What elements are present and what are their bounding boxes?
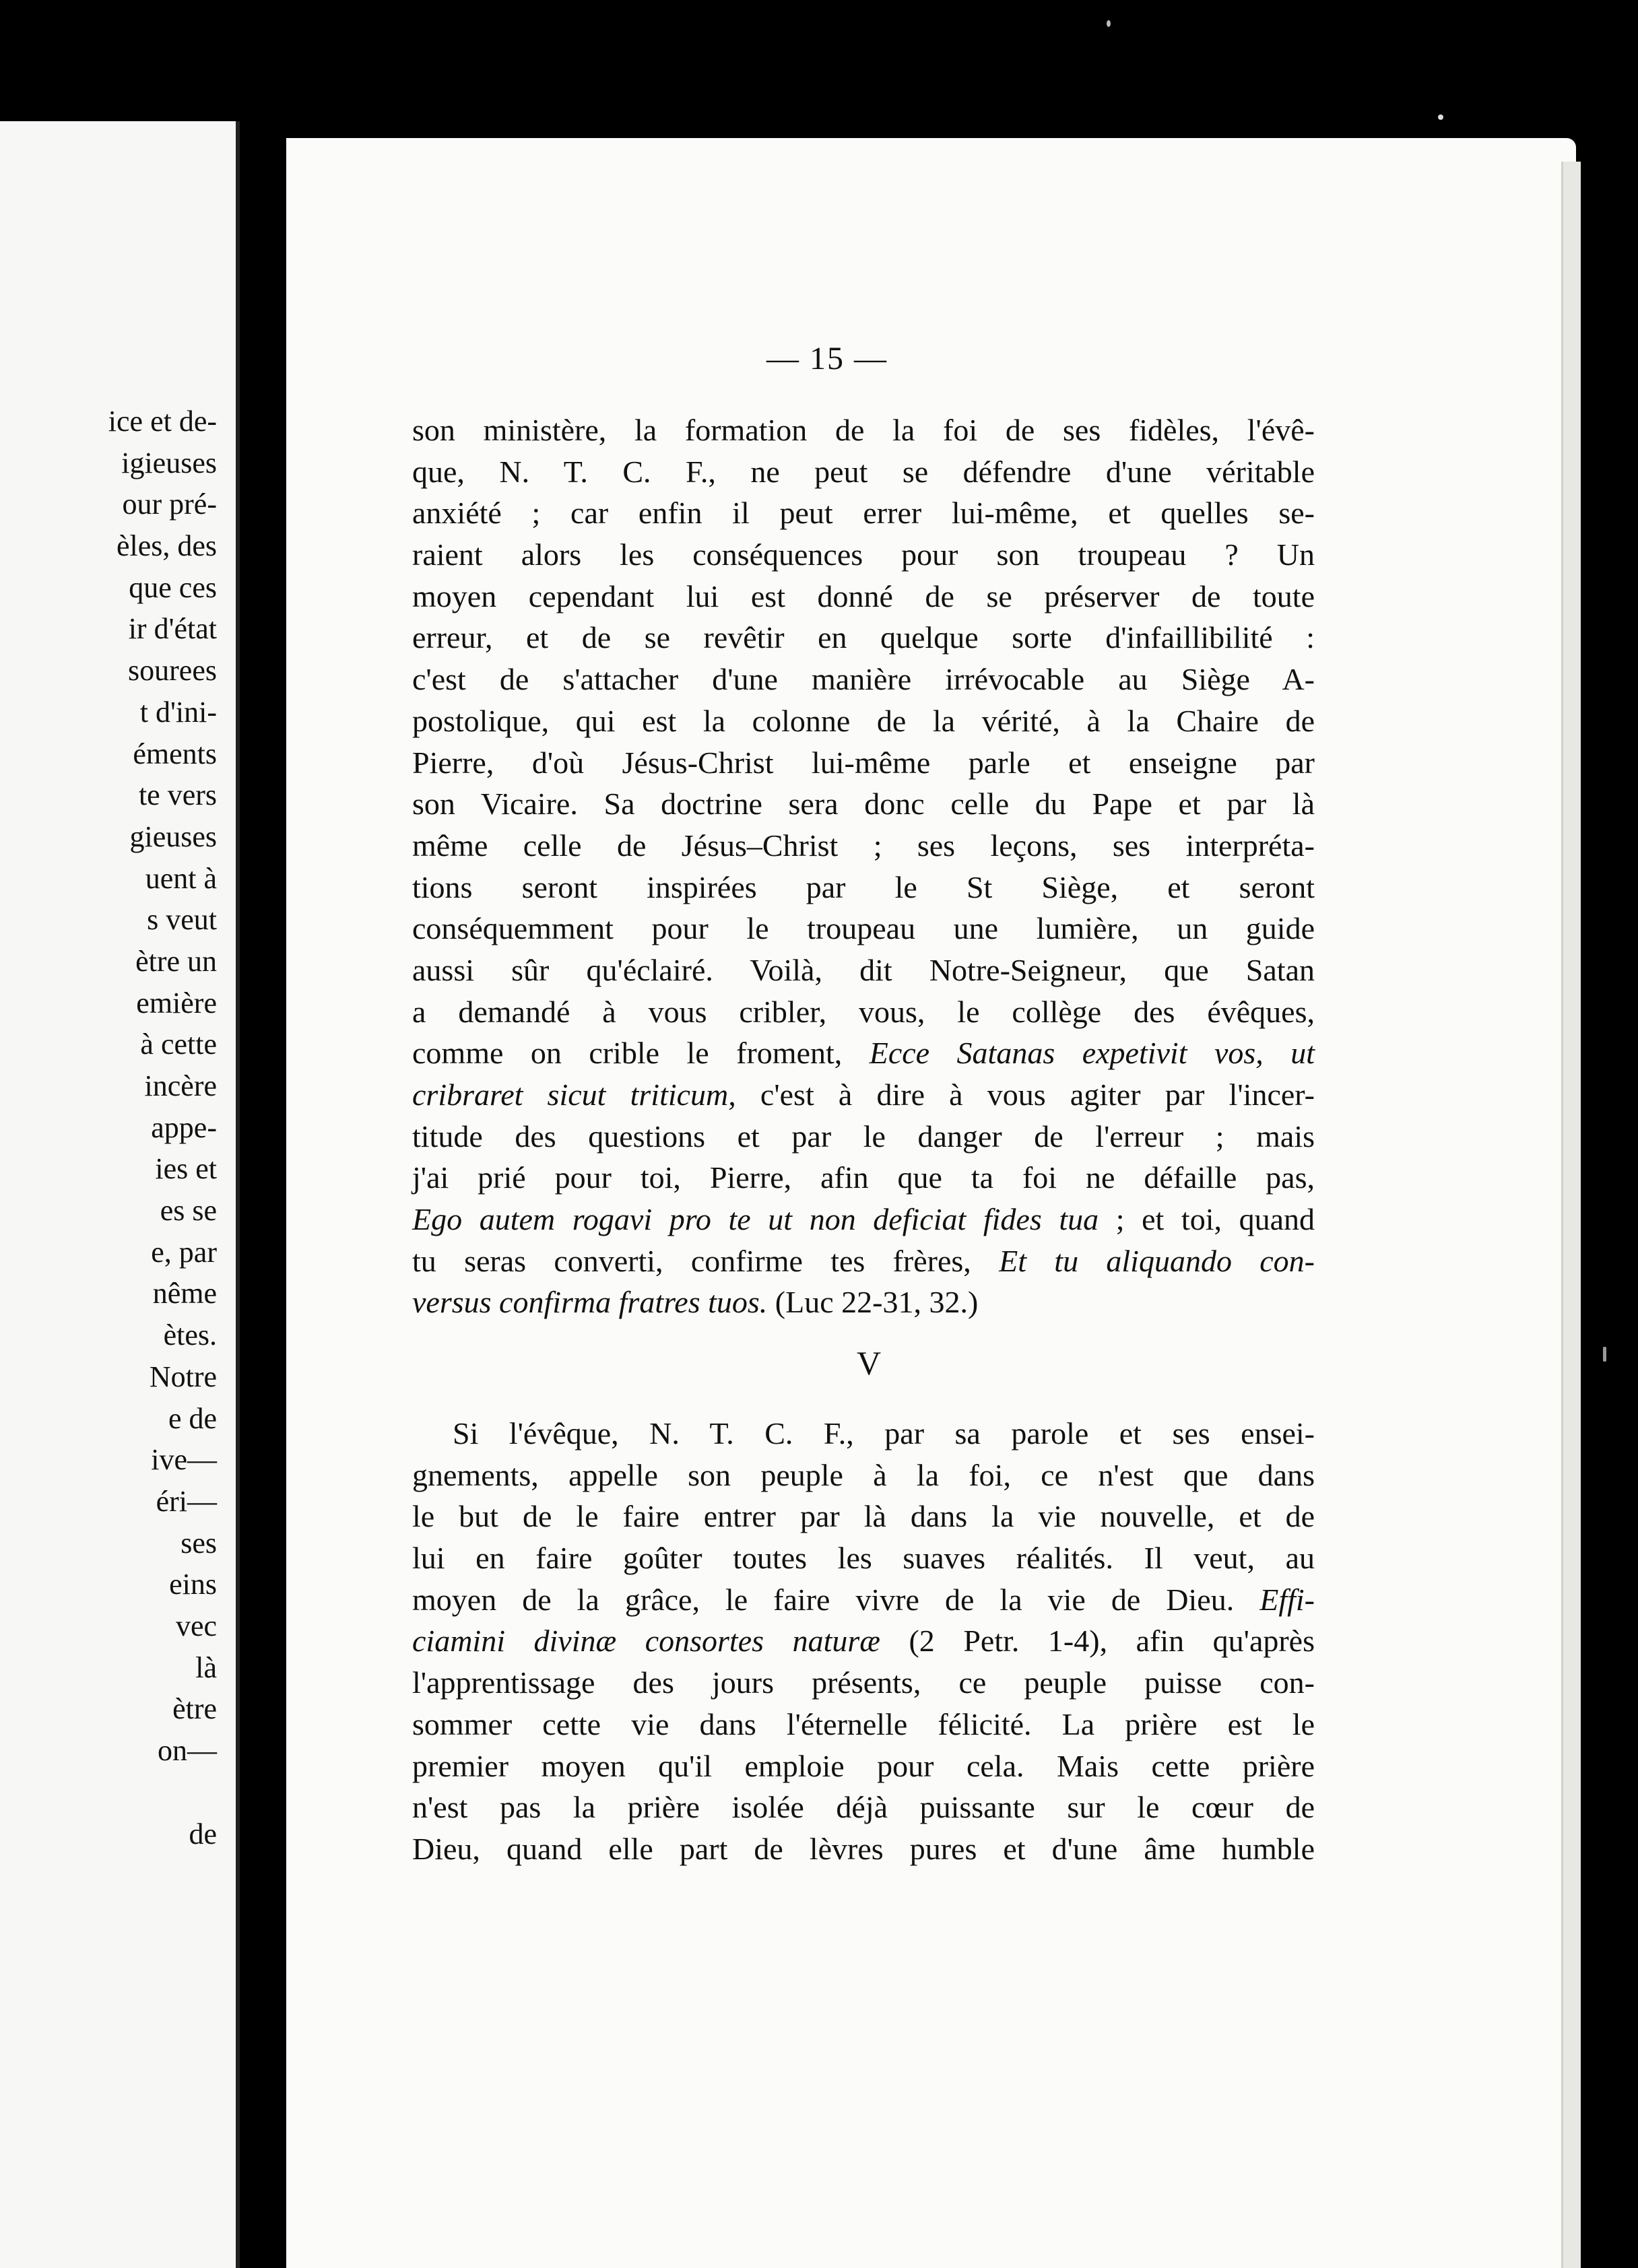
text-segment: moyen de la grâce, le faire vivre de la vie de Dieu. <box>412 1582 1260 1617</box>
text-line <box>412 492 1315 534</box>
latin-quote: ciamini divinæ consortes naturæ <box>412 1624 880 1659</box>
text-line <box>412 1662 1315 1704</box>
text-segment: tu seras converti, confirme tes frères, <box>412 1243 1000 1278</box>
text-segment: même celle de Jésus–Christ ; ses leçons, ses interpréta- <box>412 828 1315 863</box>
text-segment: j'ai prié pour toi, Pierre, afin que ta foi ne défaille pas, <box>412 1160 1315 1195</box>
left-page-line: de <box>189 1817 217 1850</box>
text-line <box>412 1074 1315 1116</box>
text-line <box>412 742 1315 784</box>
latin-quote: Effi- <box>1259 1582 1315 1617</box>
left-page-line: nême <box>152 1277 217 1310</box>
text-line <box>412 783 1315 825</box>
text-line <box>412 700 1315 742</box>
section-heading: V <box>856 1344 882 1382</box>
text-line <box>412 1116 1315 1158</box>
text-segment: moyen cependant lui est donné de se préserver de toute <box>412 578 1315 613</box>
text-line <box>412 451 1315 493</box>
left-page-line: ètre un <box>135 944 217 978</box>
text-line <box>412 617 1315 659</box>
latin-quote: Ego autem rogavi pro te ut non deficiat fides tua <box>412 1202 1099 1237</box>
left-page-line: que ces <box>129 570 217 604</box>
text-segment: titude des questions et par le danger de l'erreur ; mais <box>412 1119 1315 1154</box>
left-page-line: uent à <box>145 861 217 895</box>
page-edge <box>1561 162 1581 2268</box>
text-line <box>412 867 1315 908</box>
text-segment: anxiété ; car enfin il peut errer lui-même, et quelles se- <box>412 496 1315 531</box>
left-page-line: éments <box>133 737 217 770</box>
text-segment: le but de le faire entrer par là dans la vie nouvelle, et de <box>412 1499 1315 1534</box>
text-line <box>412 1787 1315 1828</box>
left-page-line: èles, des <box>116 529 217 563</box>
text-line <box>412 1199 1315 1240</box>
text-segment: n'est pas la prière isolée déjà puissante sur le cœur de <box>412 1790 1315 1825</box>
text-line <box>412 409 1315 451</box>
left-page-line: gieuses <box>129 820 217 853</box>
text-segment: Si l'évêque, N. T. C. F., par sa parole et ses ensei- <box>453 1416 1315 1450</box>
text-line <box>412 1240 1315 1282</box>
text-segment: lui en faire goûter toutes les suaves réalités. Il veut, au <box>412 1541 1315 1576</box>
speck <box>1438 114 1443 120</box>
left-page-text <box>0 401 229 1855</box>
left-page <box>0 121 240 2268</box>
text-line <box>412 1579 1315 1621</box>
left-page-line: t d'ini- <box>139 695 217 729</box>
text-segment: a demandé à vous cribler, vous, le collège des évêques, <box>412 994 1315 1029</box>
text-segment: c'est de s'attacher d'une manière irrévocable au Siège A- <box>412 662 1315 697</box>
left-page-line: te vers <box>138 778 217 812</box>
text-segment: son Vicaire. Sa doctrine sera donc celle du Pape et par là <box>412 787 1315 822</box>
text-line <box>412 1413 1315 1455</box>
text-line <box>412 1537 1315 1579</box>
left-page-line: à cette <box>140 1028 217 1061</box>
text-segment: ; et toi, quand <box>1099 1202 1315 1237</box>
text-line <box>412 908 1315 949</box>
left-page-line: e, par <box>151 1235 217 1269</box>
left-page-line: e de <box>168 1401 217 1435</box>
latin-quote: Et tu aliquando con- <box>999 1243 1315 1278</box>
left-page-line: ice et de- <box>108 405 217 438</box>
left-page-line: incère <box>144 1069 217 1102</box>
text-segment: premier moyen qu'il emploie pour cela. Mais cette prière <box>412 1748 1315 1783</box>
text-segment: tions seront inspirées par le St Siège, et seront <box>412 869 1315 904</box>
text-line <box>412 991 1315 1033</box>
text-segment: sommer cette vie dans l'éternelle félicité. La prière est le <box>412 1706 1315 1741</box>
left-page-line: our pré- <box>122 488 217 521</box>
text-line <box>412 1032 1315 1074</box>
paragraph-1 <box>412 409 1315 1323</box>
left-page-line: es se <box>160 1194 217 1228</box>
left-page-line: là <box>195 1650 217 1684</box>
text-line <box>412 576 1315 618</box>
left-page-line: eins <box>169 1568 217 1601</box>
text-segment: (2 Petr. 1-4), afin qu'après <box>880 1624 1315 1659</box>
text-line <box>412 1828 1315 1870</box>
text-segment: raient alors les conséquences pour son troupeau ? Un <box>412 537 1315 572</box>
text-line <box>412 825 1315 867</box>
text-line <box>412 1620 1315 1662</box>
latin-quote: versus confirma fratres tuos. <box>412 1285 768 1320</box>
left-page-line: ir d'état <box>128 612 217 646</box>
speck <box>1603 1347 1606 1362</box>
left-page-line: igieuses <box>121 446 217 479</box>
page-number: — 15 — <box>766 341 888 376</box>
text-segment: son ministère, la formation de la foi de ses fidèles, l'évê- <box>412 413 1315 447</box>
text-segment: conséquemment pour le troupeau une lumière, un guide <box>412 911 1315 946</box>
text-segment: Dieu, quand elle part de lèvres pures et d'une âme humble <box>412 1831 1315 1866</box>
text-line <box>412 534 1315 576</box>
text-line <box>412 1455 1315 1496</box>
left-page-line: emière <box>136 986 217 1020</box>
text-segment: l'apprentissage des jours présents, ce peuple puisse con- <box>412 1665 1315 1700</box>
left-page-line: ètes. <box>163 1319 217 1352</box>
text-segment: Pierre, d'où Jésus-Christ lui-même parle et enseigne par <box>412 745 1315 780</box>
left-page-line: ive— <box>151 1443 217 1477</box>
left-page-line: on— <box>158 1734 217 1767</box>
text-line <box>412 1281 1315 1323</box>
latin-quote: cribraret sicut triticum, <box>412 1077 736 1112</box>
text-segment: c'est à dire à vous agiter par l'incer- <box>735 1077 1315 1112</box>
text-segment: gnements, appelle son peuple à la foi, ce n'est que dans <box>412 1457 1315 1492</box>
text-segment: erreur, et de se revêtir en quelque sorte d'infaillibilité : <box>412 620 1315 655</box>
left-page-line: appe- <box>151 1110 217 1144</box>
speck <box>1107 20 1111 27</box>
text-line <box>412 1157 1315 1199</box>
left-page-line: Notre <box>149 1360 217 1393</box>
left-page-line: éri— <box>156 1484 217 1518</box>
text-line <box>412 1745 1315 1787</box>
paragraph-2 <box>412 1413 1315 1870</box>
left-page-line: sourees <box>128 654 217 688</box>
text-segment: que, N. T. C. F., ne peut se défendre d'une véritable <box>412 454 1315 489</box>
left-page-line: s veut <box>147 903 217 937</box>
left-page-line: ètre <box>172 1692 217 1726</box>
text-segment: aussi sûr qu'éclairé. Voilà, dit Notre-Seigneur, que Satan <box>412 952 1315 987</box>
left-page-line: ses <box>181 1526 217 1560</box>
text-line <box>412 1704 1315 1745</box>
latin-quote: Ecce Satanas expetivit vos, ut <box>869 1036 1315 1071</box>
left-page-line: ies et <box>155 1152 217 1186</box>
text-segment: postolique, qui est la colonne de la vérité, à la Chaire de <box>412 703 1315 738</box>
left-page-line: vec <box>175 1609 217 1642</box>
text-line <box>412 949 1315 991</box>
text-line <box>412 659 1315 700</box>
text-line <box>412 1496 1315 1537</box>
text-segment: comme on crible le froment, <box>412 1036 870 1071</box>
text-segment: (Luc 22-31, 32.) <box>767 1285 979 1320</box>
